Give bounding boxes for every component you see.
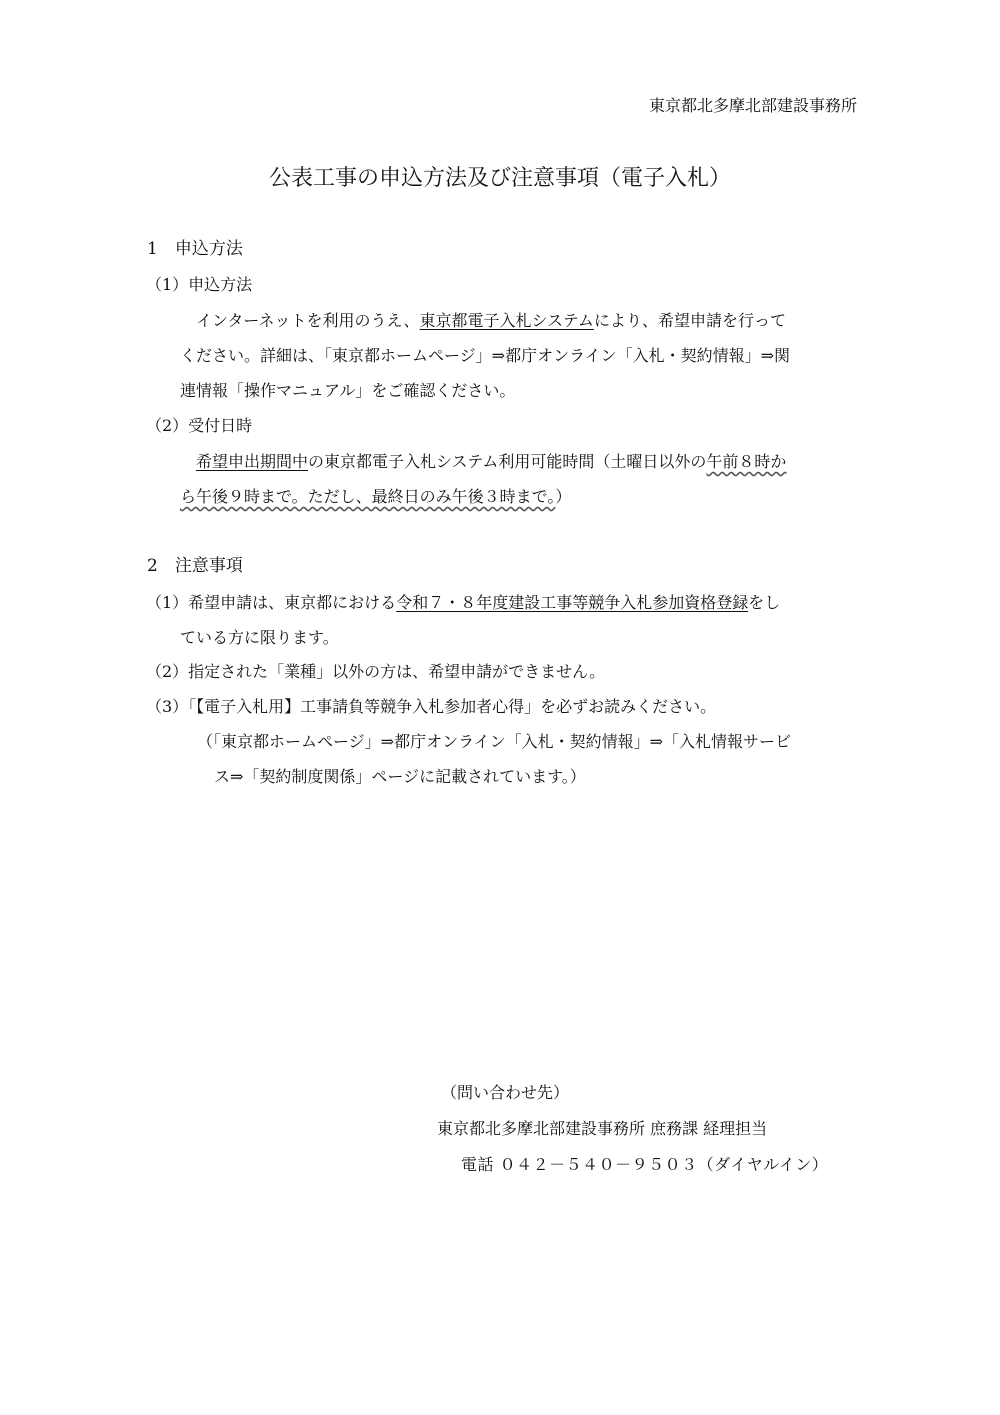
text-segment: の東京都電子入札システム利用可能時間（土曜日以外の: [308, 452, 707, 471]
application-period-text: 希望申出期間中: [196, 452, 309, 471]
subsection-1-2-line-1: [196, 454, 786, 470]
note-1-line-1: [146, 595, 780, 611]
text-segment: をし: [748, 593, 781, 612]
electronic-bidding-system-link: 東京都電子入札システム: [419, 311, 594, 330]
qualification-registration-text: 令和７・８年度建設工事等競争入札参加資格登録: [396, 593, 749, 612]
subsection-1-1-line-2: ください。詳細は、「東京都ホームページ」⇒都庁オンライン「入札・契約情報」⇒関: [180, 346, 791, 365]
hours-text: 午前８時か: [706, 452, 787, 471]
note-3-detail-line-1: （「東京都ホームページ」⇒都庁オンライン「入札・契約情報」⇒「入札情報サービ: [197, 732, 792, 751]
note-3: （3）「【電子入札用】工事請負等競争入札参加者心得」を必ずお読みください。: [146, 697, 717, 716]
section-1-heading: 1 申込方法: [147, 239, 243, 259]
issuer-name: 東京都北多摩北部建設事務所: [648, 96, 857, 115]
note-1-line-2: ている方に限ります。: [180, 628, 339, 647]
contact-organization: 東京都北多摩北部建設事務所 庶務課 経理担当: [437, 1119, 768, 1138]
text-segment: （1）希望申請は、東京都における: [146, 593, 397, 612]
subsection-1-2-label: （2）受付日時: [146, 416, 253, 435]
section-2-heading: 2 注意事項: [147, 556, 243, 576]
text-segment: ）: [555, 487, 572, 506]
subsection-1-2-line-2: [180, 489, 571, 505]
subsection-1-1-label: （1）申込方法: [146, 275, 253, 294]
contact-phone: 電話 ０４２－５４０－９５０３（ダイヤルイン）: [461, 1155, 829, 1174]
subsection-1-1-line-3: 連情報「操作マニュアル」をご確認ください。: [180, 381, 516, 400]
note-2: （2）指定された「業種」以外の方は、希望申請ができません。: [146, 662, 606, 681]
hours-text-continued: ら午後９時まで。ただし、最終日のみ午後３時まで。: [180, 487, 556, 506]
note-3-detail-line-2: ス⇒「契約制度関係」ページに記載されています。）: [214, 767, 586, 786]
text-segment: インターネットを利用のうえ、: [196, 311, 420, 330]
page-title: 公表工事の申込方法及び注意事項（電子入札）: [268, 166, 731, 191]
contact-label: （問い合わせ先）: [441, 1083, 570, 1102]
subsection-1-1-line-1: [196, 313, 786, 329]
text-segment: により、希望申請を行って: [593, 311, 786, 330]
